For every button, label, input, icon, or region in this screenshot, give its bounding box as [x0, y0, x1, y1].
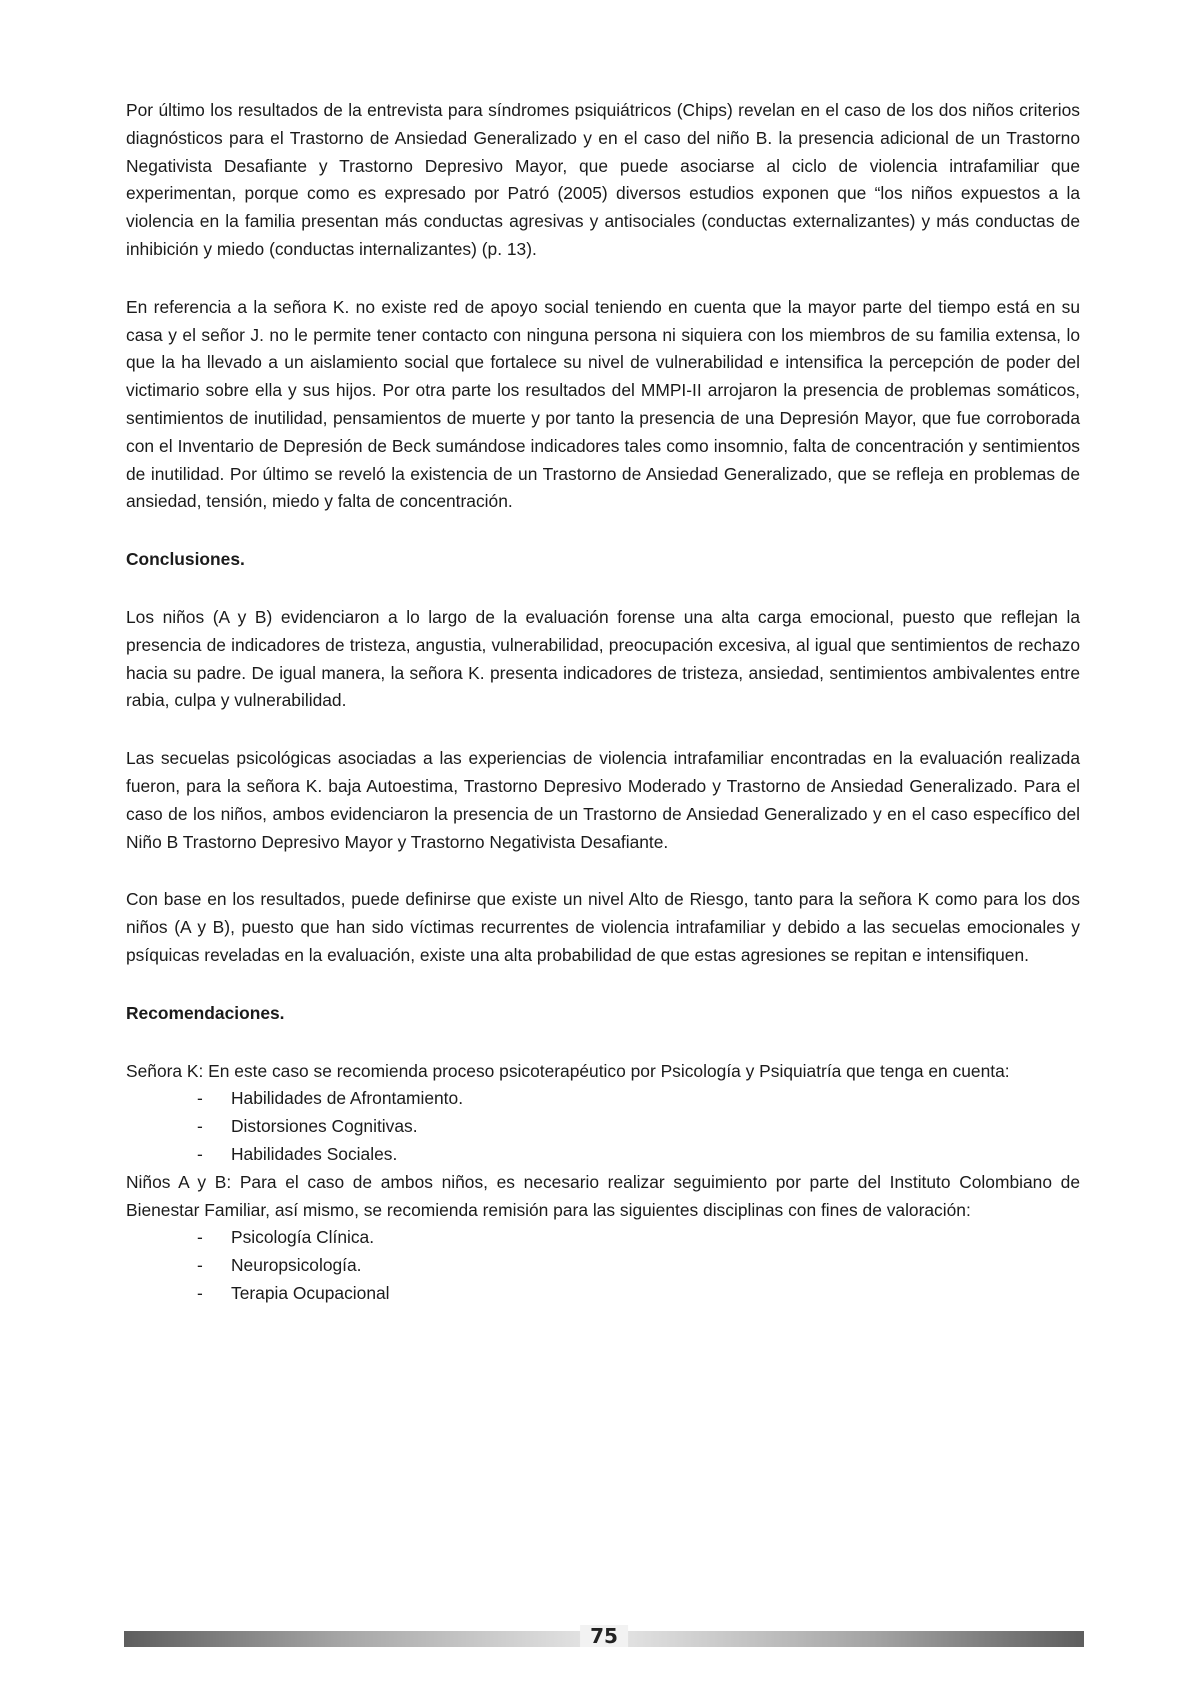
- list-item: [197, 1085, 1080, 1113]
- heading-conclusiones: Conclusiones.: [126, 549, 245, 570]
- list-item-text: Habilidades de Afrontamiento.: [231, 1088, 464, 1109]
- bullet-dash: -: [197, 1282, 203, 1303]
- document-body: [126, 97, 1080, 1308]
- list-senora-k-topics: [126, 1085, 1080, 1168]
- footer-gradient-bar: [124, 1624, 1084, 1648]
- list-item-text: Distorsiones Cognitivas.: [231, 1116, 418, 1137]
- paragraph-chips-results: Por último los resultados de la entrevista para síndromes psiquiátricos (Chips) revelan en el caso de los dos niños criterios diagnósticos para el Trastorno de Ansiedad Generalizado y en el caso del niño B. la presencia adicional de un Trastorno Negativista Desafiante y Trastorno Depresivo Mayor, que puede asociarse al ciclo de violencia intrafamiliar que experimentan, porque como es expresado por Patró (2005) diversos estudios exponen que “los niños expuestos a la violencia en la familia presentan más conductas agresivas y antisociales (conductas externalizantes) y más conductas de inhibición y miedo (conductas internalizantes) (p. 13).: [126, 100, 1080, 259]
- paragraph-senora-k-support: En referencia a la señora K. no existe red de apoyo social teniendo en cuenta que la mayor parte del tiempo está en su casa y el señor J. no le permite tener contacto con ninguna persona ni siquiera con los miembros de su familia extensa, lo que la ha llevado a un aislamiento social que fortalece su nivel de vulnerabilidad e intensifica la percepción de poder del victimario sobre ella y sus hijos. Por otra parte los resultados del MMPI-II arrojaron la presencia de problemas somáticos, sentimientos de inutilidad, pensamientos de muerte y por tanto la presencia de una Depresión Mayor, que fue corroborada con el Inventario de Depresión de Beck sumándose indicadores tales como insomnio, falta de concentración y sentimientos de inutilidad. Por último se reveló la existencia de un Trastorno de Ansiedad Generalizado, que se refleja en problemas de ansiedad, tensión, miedo y falta de concentración.: [126, 296, 1080, 512]
- list-item-text: Habilidades Sociales.: [231, 1143, 398, 1164]
- paragraph-ninos-recommendation: Niños A y B: Para el caso de ambos niños, es necesario realizar seguimiento por parte del Instituto Colombiano de Bienestar Familiar, así mismo, se recomienda remisión para las siguientes disciplinas con fines de valoración:: [126, 1171, 1080, 1220]
- list-item: [197, 1224, 1080, 1252]
- heading-recomendaciones: Recomendaciones.: [126, 1002, 285, 1023]
- list-item: [197, 1141, 1080, 1169]
- bullet-dash: -: [197, 1143, 203, 1164]
- paragraph-conclusion-1: Los niños (A y B) evidenciaron a lo largo de la evaluación forense una alta carga emocional, puesto que reflejan la presencia de indicadores de tristeza, angustia, vulnerabilidad, preocupación excesiva, al igual que sentimientos de rechazo hacia su padre. De igual manera, la señora K. presenta indicadores de tristeza, ansiedad, sentimientos ambivalentes entre rabia, culpa y vulnerabilidad.: [126, 606, 1080, 711]
- bullet-dash: -: [197, 1227, 203, 1248]
- bullet-dash: -: [197, 1088, 203, 1109]
- list-item: [197, 1113, 1080, 1141]
- paragraph-conclusion-2: Las secuelas psicológicas asociadas a las experiencias de violencia intrafamiliar encontradas en la evaluación realizada fueron, para la señora K. baja Autoestima, Trastorno Depresivo Moderado y Trastorno de Ansiedad Generalizado. Para el caso de los niños, ambos evidenciaron la presencia de un Trastorno de Ansiedad Generalizado y en el caso específico del Niño B Trastorno Depresivo Mayor y Trastorno Negativista Desafiante.: [126, 748, 1080, 852]
- list-item-text: Psicología Clínica.: [231, 1227, 375, 1248]
- bullet-dash: -: [197, 1255, 203, 1276]
- list-item-text: Neuropsicología.: [231, 1255, 362, 1276]
- list-item-text: Terapia Ocupacional: [231, 1282, 390, 1303]
- list-ninos-disciplines: [126, 1224, 1080, 1307]
- paragraph-conclusion-3: Con base en los resultados, puede definirse que existe un nivel Alto de Riesgo, tanto para la señora K como para los dos niños (A y B), puesto que han sido víctimas recurrentes de violencia intrafamiliar y debido a las secuelas emocionales y psíquicas reveladas en la evaluación, existe una alta probabilidad de que estas agresiones se repitan e intensifiquen.: [126, 889, 1080, 965]
- list-item: [197, 1252, 1080, 1280]
- list-item: [197, 1280, 1080, 1308]
- bullet-dash: -: [197, 1116, 203, 1137]
- paragraph-senora-k-recommendation: Señora K: En este caso se recomienda proceso psicoterapéutico por Psicología y Psiquiatría que tenga en cuenta:: [126, 1060, 1010, 1081]
- page-number: 75: [580, 1625, 628, 1647]
